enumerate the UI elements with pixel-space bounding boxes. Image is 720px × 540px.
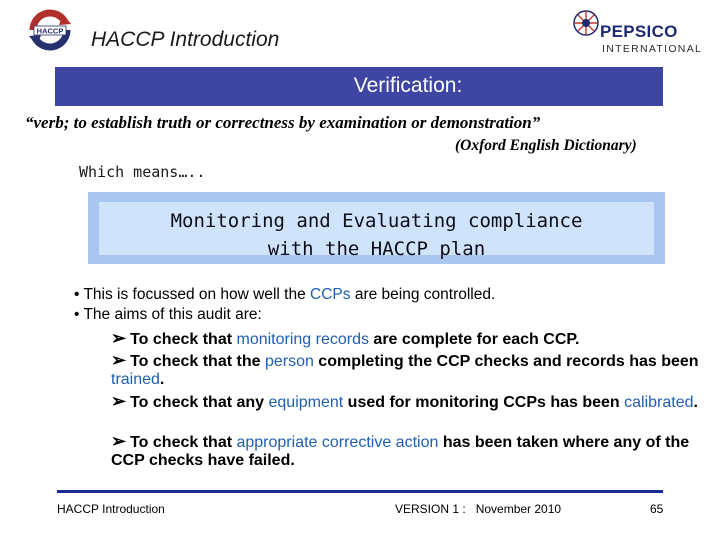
- verification-banner: [55, 67, 663, 106]
- footer-divider: [57, 490, 663, 493]
- check-item-corrective-action: ➢ To check that appropriate corrective action has been taken where any of the CCP checks have failed.: [111, 431, 690, 469]
- footer-title: HACCP Introduction: [57, 502, 165, 516]
- which-means-text: Which means…..: [79, 163, 206, 181]
- verification-label: Verification:: [353, 74, 463, 97]
- definition-quote: “verb; to establish truth or correctness by examination or demonstration”: [25, 113, 541, 132]
- bullet-item-ccps: • This is focussed on how well the CCPs are being controlled.: [74, 286, 496, 303]
- ccps-highlight: CCPs: [310, 286, 351, 303]
- pepsico-brand-text: PEPSICO: [600, 22, 678, 41]
- check-item-monitoring: ➢ To check that monitoring records are complete for each CCP.: [111, 328, 580, 348]
- check-item-calibration: ➢ To check that any equipment used for monitoring CCPs has been calibrated.: [111, 391, 698, 411]
- arrow-bullet-icon: ➢: [111, 391, 127, 411]
- haccp-logo-icon: [27, 8, 73, 52]
- highlight-box: [88, 192, 665, 264]
- page-number: 65: [650, 502, 664, 516]
- check-item-training: ➢ To check that the person completing the CCP checks and records has been trained.: [111, 350, 699, 388]
- arrow-bullet-icon: ➢: [111, 350, 127, 370]
- highlight-line-1: Monitoring and Evaluating compliance: [170, 210, 583, 232]
- pepsico-globe-icon: [573, 10, 599, 36]
- definition-source: (Oxford English Dictionary): [455, 137, 637, 154]
- haccp-logo-text: HACCP: [36, 26, 64, 36]
- pepsico-sub-text: INTERNATIONAL: [602, 43, 703, 55]
- footer-version: VERSION 1 : November 2010: [395, 502, 562, 516]
- header-title: HACCP Introduction: [91, 28, 280, 51]
- bullet-item-aims: • The aims of this audit are:: [74, 306, 262, 323]
- arrow-bullet-icon: ➢: [111, 328, 127, 348]
- highlight-line-2: with the HACCP plan: [267, 238, 486, 260]
- arrow-bullet-icon: ➢: [111, 431, 127, 451]
